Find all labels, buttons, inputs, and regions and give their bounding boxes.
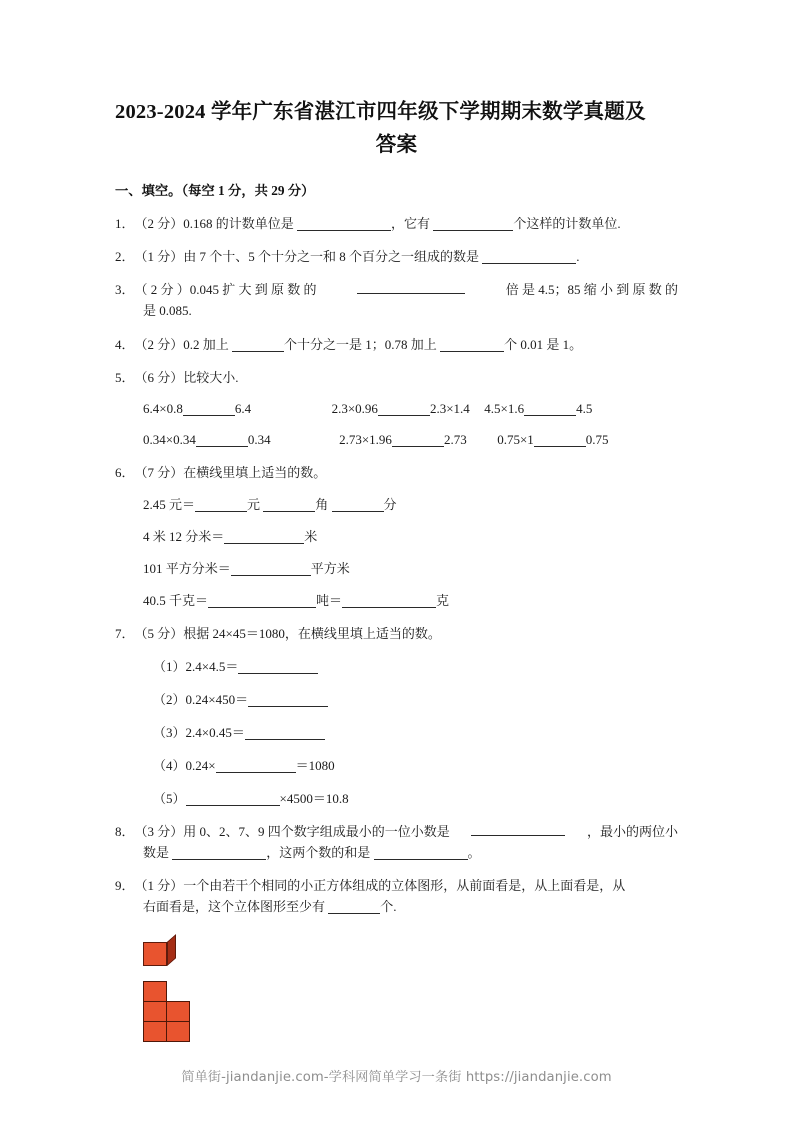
question-2-score: （1 分） bbox=[134, 249, 184, 265]
conversion-1-unit-1: 元 bbox=[247, 496, 261, 512]
flat-shape-square bbox=[143, 1001, 167, 1022]
page-title-line2: 答案 bbox=[375, 134, 418, 157]
question-8-score: （3 分） bbox=[134, 824, 184, 840]
subitem-5-label: （5） bbox=[153, 791, 186, 807]
question-3-score: （ 2 分 ） bbox=[134, 282, 190, 298]
question-7-subitem-5 bbox=[115, 788, 678, 809]
page-footer: 简单街-jiandanjie.com-学科网简单学习一条街 https://jiandanjie.com bbox=[181, 1070, 612, 1085]
question-8-text-e: 。 bbox=[467, 845, 481, 861]
compare-1-left: 6.4×0.8 bbox=[143, 400, 183, 416]
question-1-blank-1[interactable] bbox=[297, 217, 391, 231]
compare-6-blank[interactable] bbox=[534, 433, 586, 447]
question-6-score: （7 分） bbox=[134, 464, 184, 480]
flat-shape-square-empty bbox=[166, 981, 190, 1002]
question-4-score: （2 分） bbox=[134, 336, 184, 352]
question-6-text-a: 在横线里填上适当的数。 bbox=[183, 464, 327, 480]
question-7-score: （5 分） bbox=[134, 625, 184, 641]
single-unit-cube-icon bbox=[143, 933, 177, 969]
compare-3-right: 4.5 bbox=[576, 400, 593, 416]
question-1-number: 1． bbox=[115, 216, 135, 232]
question-6 bbox=[115, 462, 678, 611]
question-8-number: 8． bbox=[115, 824, 135, 840]
subitem-1-before: 2.4×4.5＝ bbox=[185, 659, 239, 674]
conversion-1-lead: 2.45 元＝ bbox=[143, 496, 196, 512]
question-2-text-b: . bbox=[576, 249, 580, 265]
question-1-blank-2[interactable] bbox=[433, 217, 513, 231]
question-8 bbox=[115, 821, 678, 863]
question-9-line-2 bbox=[115, 896, 678, 917]
question-7-subitem-2 bbox=[115, 689, 678, 710]
question-5-text-a: 比较大小. bbox=[183, 369, 239, 385]
subitem-2-label: （2） bbox=[153, 692, 186, 708]
question-3-lead bbox=[115, 279, 317, 300]
subitem-3-label: （3） bbox=[153, 725, 186, 741]
subitem-2-before: 0.24×450＝ bbox=[185, 692, 249, 708]
section-heading: 一、填空。（每空 1 分，共 29 分） bbox=[115, 183, 315, 199]
conversion-2-unit-1: 米 bbox=[304, 528, 318, 544]
question-4-number: 4． bbox=[115, 336, 135, 352]
question-5-compare-row-2 bbox=[115, 429, 678, 450]
subitem-3-blank[interactable] bbox=[245, 726, 325, 740]
question-4-blank-2[interactable] bbox=[440, 338, 504, 352]
compare-2-left: 2.3×0.96 bbox=[331, 400, 378, 416]
question-7-subitem-3 bbox=[115, 722, 678, 743]
conversion-3-blank-1[interactable] bbox=[231, 562, 311, 576]
conversion-2-lead: 4 米 12 分米＝ bbox=[143, 528, 225, 544]
question-9-text-c: 个. bbox=[380, 899, 397, 915]
compare-5-left: 2.73×1.96 bbox=[339, 431, 392, 447]
question-9 bbox=[115, 875, 678, 917]
question-2-blank-1[interactable] bbox=[482, 250, 576, 264]
question-4-blank-1[interactable] bbox=[232, 338, 284, 352]
question-3-number: 3． bbox=[115, 282, 135, 298]
question-7 bbox=[115, 623, 678, 809]
flat-shape-square bbox=[166, 1021, 190, 1042]
question-5-compare-row-1 bbox=[115, 398, 678, 419]
subitem-5-blank[interactable] bbox=[186, 792, 280, 806]
compare-5-blank[interactable] bbox=[392, 433, 444, 447]
conversion-4-unit-1: 吨＝ bbox=[316, 592, 343, 608]
question-8-blank-3[interactable] bbox=[374, 846, 468, 860]
flat-shape-row bbox=[143, 1021, 191, 1041]
subitem-4-before: 0.24× bbox=[185, 758, 216, 774]
question-9-text-a: 一个由若干个相同的小正方体组成的立体图形，从前面看是，从上面看是，从 bbox=[183, 878, 626, 894]
flat-shape-row bbox=[143, 981, 191, 1001]
compare-6-right: 0.75 bbox=[585, 431, 609, 447]
conversion-1-blank-3[interactable] bbox=[332, 498, 384, 512]
question-3-line-1 bbox=[115, 279, 678, 300]
question-9-score: （1 分） bbox=[134, 878, 184, 894]
question-9-blank-1[interactable] bbox=[328, 900, 380, 914]
question-8-blank-1[interactable] bbox=[471, 822, 565, 836]
compare-2-blank[interactable] bbox=[378, 402, 430, 416]
question-5-number: 5． bbox=[115, 369, 135, 385]
question-4-text-c: 个 0.01 是 1。 bbox=[504, 336, 583, 352]
compare-1-blank[interactable] bbox=[183, 402, 235, 416]
question-1 bbox=[115, 213, 678, 234]
subitem-3-before: 2.4×0.45＝ bbox=[185, 725, 245, 741]
cube-front-face bbox=[143, 942, 167, 966]
page-title bbox=[115, 0, 678, 162]
question-9-figures bbox=[115, 933, 678, 1040]
question-1-text-b: ，它有 bbox=[391, 216, 431, 232]
question-9-text-b: 右面看是，这个立体图形至少有 bbox=[143, 899, 326, 915]
question-8-line-1 bbox=[115, 821, 678, 842]
conversion-1-unit-3: 分 bbox=[383, 496, 397, 512]
subitem-2-blank[interactable] bbox=[248, 693, 328, 707]
five-square-flat-shape-icon bbox=[143, 981, 191, 1040]
subitem-4-blank[interactable] bbox=[216, 759, 296, 773]
flat-shape-square bbox=[166, 1001, 190, 1022]
question-6-number: 6． bbox=[115, 464, 135, 480]
compare-6-left: 0.75×1 bbox=[497, 431, 534, 447]
flat-shape-square bbox=[143, 1021, 167, 1042]
question-3 bbox=[115, 279, 678, 321]
question-7-text-a: 根据 24×45＝1080，在横线里填上适当的数。 bbox=[183, 625, 441, 641]
question-3-text-a: 0.045 扩 大 到 原 数 的 bbox=[189, 282, 317, 298]
compare-4-right: 0.34 bbox=[247, 431, 271, 447]
compare-1-right: 6.4 bbox=[234, 400, 252, 416]
conversion-2-blank-1[interactable] bbox=[224, 530, 304, 544]
question-8-blank-2[interactable] bbox=[172, 846, 266, 860]
question-2 bbox=[115, 246, 678, 267]
question-8-text-a: 用 0、2、7、9 四个数字组成最小的一位小数是 bbox=[183, 824, 450, 840]
question-3-text-c: 是 0.085. bbox=[143, 303, 192, 319]
cube-side-face bbox=[167, 935, 176, 967]
question-8-text-b: ，最小的两位小 bbox=[586, 824, 678, 840]
conversion-3-unit-1: 平方米 bbox=[310, 560, 350, 576]
question-7-subitem-4 bbox=[115, 755, 678, 776]
question-1-text-c: 个这样的计数单位. bbox=[513, 216, 621, 232]
question-8-text-c: 数是 bbox=[143, 845, 170, 861]
conversion-1-blank-1[interactable] bbox=[195, 498, 247, 512]
question-8-line-2 bbox=[115, 842, 678, 863]
conversion-1-blank-2[interactable] bbox=[263, 498, 315, 512]
question-2-number: 2． bbox=[115, 249, 135, 265]
question-8-text-d: ，这两个数的和是 bbox=[266, 845, 371, 861]
flat-shape-row bbox=[143, 1001, 191, 1021]
compare-4-left: 0.34×0.34 bbox=[143, 431, 196, 447]
question-3-text-b: 倍 是 4.5；85 缩 小 到 原 数 的 bbox=[505, 282, 678, 298]
question-3-line-2 bbox=[115, 300, 678, 321]
question-1-score: （2 分） bbox=[134, 216, 184, 232]
question-6-conversion-2 bbox=[115, 526, 678, 547]
question-6-conversion-3 bbox=[115, 558, 678, 579]
question-6-conversion-1 bbox=[115, 494, 678, 515]
conversion-4-blank-1[interactable] bbox=[208, 594, 316, 608]
compare-4-blank[interactable] bbox=[196, 433, 248, 447]
conversion-1-unit-2: 角 bbox=[315, 496, 329, 512]
question-4-text-b: 个十分之一是 1；0.78 加上 bbox=[284, 336, 437, 352]
subitem-1-blank[interactable] bbox=[238, 660, 318, 674]
question-1-text-a: 0.168 的计数单位是 bbox=[183, 216, 294, 232]
compare-3-left: 4.5×1.6 bbox=[484, 400, 525, 416]
subitem-4-label: （4） bbox=[153, 758, 186, 774]
question-8-lead bbox=[115, 821, 450, 842]
compare-2-right: 2.3×1.4 bbox=[429, 400, 470, 416]
conversion-4-lead: 40.5 千克＝ bbox=[143, 592, 209, 608]
subitem-1-label: （1） bbox=[153, 659, 186, 674]
question-7-subitem-1 bbox=[115, 656, 678, 677]
conversion-4-blank-2[interactable] bbox=[342, 594, 436, 608]
question-5-score: （6 分） bbox=[134, 369, 184, 385]
question-6-conversion-4 bbox=[115, 590, 678, 611]
page-title-line1: 2023-2024 学年广东省湛江市四年级下学期期末数学真题及 bbox=[115, 101, 646, 123]
question-4 bbox=[115, 334, 678, 355]
conversion-4-unit-2: 克 bbox=[436, 592, 450, 608]
question-7-number: 7． bbox=[115, 625, 135, 641]
question-9-number: 9． bbox=[115, 878, 135, 894]
question-4-text-a: 0.2 加上 bbox=[183, 336, 229, 352]
question-3-blank-1[interactable] bbox=[357, 280, 465, 294]
subitem-4-after: ＝1080 bbox=[295, 758, 335, 774]
subitem-5-after: ×4500＝10.8 bbox=[279, 791, 349, 807]
flat-shape-square bbox=[143, 981, 167, 1002]
conversion-3-lead: 101 平方分米＝ bbox=[143, 560, 231, 576]
compare-3-blank[interactable] bbox=[524, 402, 576, 416]
question-2-text-a: 由 7 个十、5 个十分之一和 8 个百分之一组成的数是 bbox=[183, 249, 480, 265]
question-5 bbox=[115, 367, 678, 450]
compare-5-right: 2.73 bbox=[443, 431, 467, 447]
